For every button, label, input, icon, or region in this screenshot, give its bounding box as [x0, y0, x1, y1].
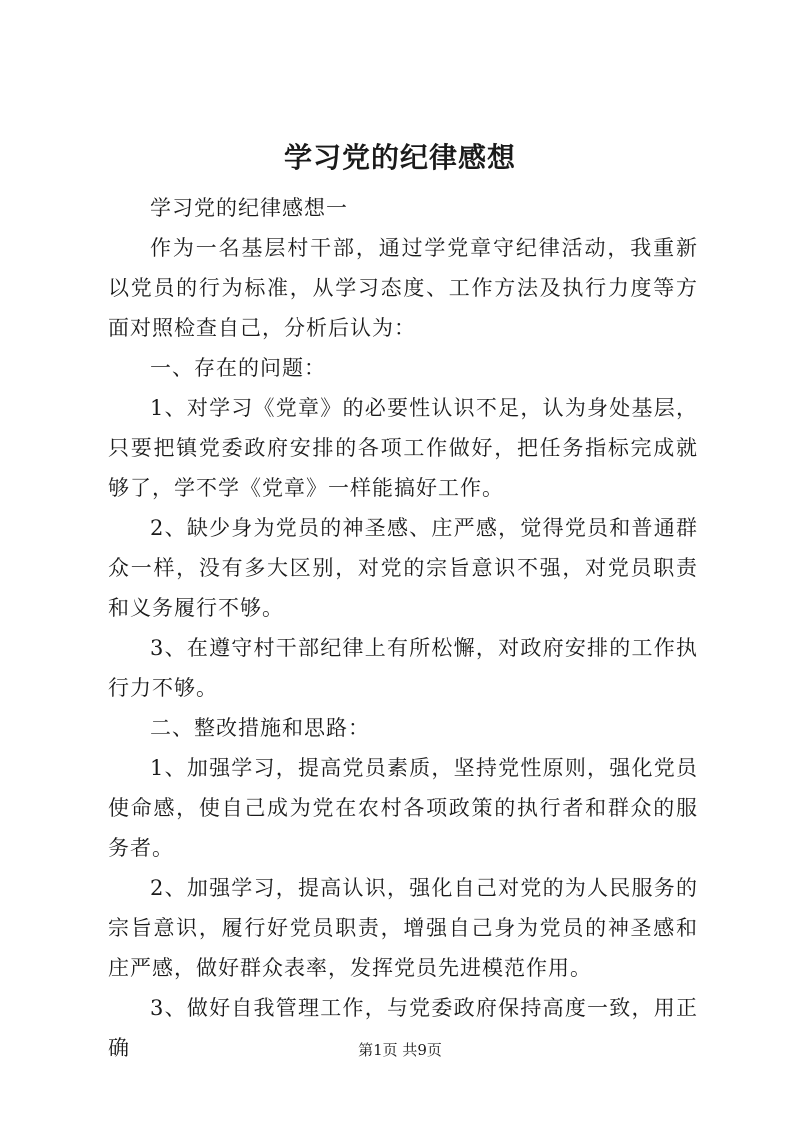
- paragraph: 1、加强学习，提高党员素质，坚持党性原则，强化党员使命感，使自己成为党在农村各项政策的执行者和群众的服务者。: [108, 756, 698, 860]
- paragraph: 2、缺少身为党员的神圣感、庄严感，觉得党员和普通群众一样，没有多大区别，对党的宗旨意识不强，对党员职责和义务履行不够。: [108, 516, 698, 620]
- paragraph: 学习党的纪律感想一: [150, 196, 348, 220]
- section-heading: 二、整改措施和思路：: [150, 716, 370, 740]
- paragraph: 3、在遵守村干部纪律上有所松懈，对政府安排的工作执行力不够。: [108, 636, 698, 700]
- document-title: 学习党的纪律感想: [283, 141, 516, 174]
- paragraph: 1、对学习《党章》的必要性认识不足，认为身处基层，只要把镇党委政府安排的各项工作做好，把任务指标完成就够了，学不学《党章》一样能搞好工作。: [108, 396, 698, 500]
- page-footer: 第1页 共9页: [358, 1041, 442, 1059]
- section-heading: 一、存在的问题：: [150, 356, 326, 380]
- paragraph: 作为一名基层村干部，通过学党章守纪律活动，我重新以党员的行为标准，从学习态度、工作方法及执行力度等方面对照检查自己，分析后认为：: [108, 236, 698, 340]
- paragraph: 3、做好自我管理工作，与党委政府保持高度一致，用正确: [108, 996, 698, 1060]
- paragraph: 2、加强学习，提高认识，强化自己对党的为人民服务的宗旨意识，履行好党员职责，增强自己身为党员的神圣感和庄严感，做好群众表率，发挥党员先进模范作用。: [108, 876, 698, 980]
- document-body: [108, 188, 698, 1068]
